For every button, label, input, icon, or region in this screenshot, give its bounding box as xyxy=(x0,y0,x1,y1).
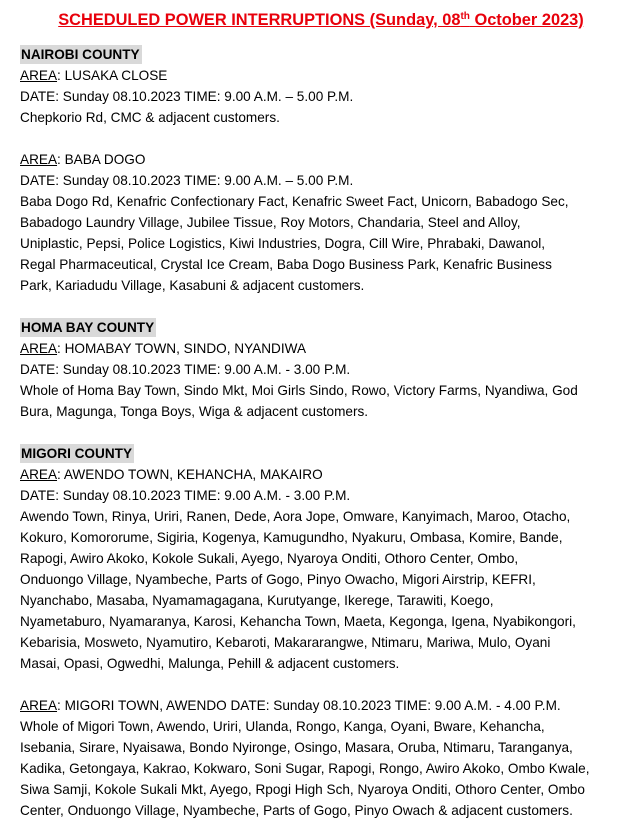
affected-locations-line: Regal Pharmaceutical, Crystal Ice Cream, Baba Dogo Business Park, Kenafric Business xyxy=(20,257,552,272)
area-label: AREA xyxy=(20,341,58,356)
affected-locations-line: Whole of Migori Town, Awendo, Uriri, Ulanda, Rongo, Kanga, Oyani, Bware, Kehancha, xyxy=(20,719,545,734)
area-label: AREA xyxy=(20,152,58,167)
area-line xyxy=(20,65,625,86)
county-heading: MIGORI COUNTY xyxy=(21,446,133,461)
affected-locations-line: Baba Dogo Rd, Kenafric Confectionary Fact, Kenafric Sweet Fact, Unicorn, Babadogo Sec, xyxy=(20,194,569,209)
affected-locations-line: Onduongo Village, Nyambeche, Parts of Gogo, Pinyo Owacho, Migori Airstrip, KEFRI, xyxy=(20,572,536,587)
date-time-line: DATE: Sunday 08.10.2023 TIME: 9.00 A.M. - 3.00 P.M. xyxy=(20,488,351,503)
affected-locations-line: Isebania, Sirare, Nyaisawa, Bondo Nyironge, Osingo, Masara, Oruba, Ntimaru, Taranganya, xyxy=(20,740,573,755)
county-heading-row xyxy=(20,443,625,464)
title-main: SCHEDULED POWER INTERRUPTIONS (Sunday, 08 xyxy=(58,11,461,29)
affected-locations-line: Siwa Samji, Kokole Sukali Mkt, Ayego, Rpogi High Sch, Nyaroya Onditi, Othoro Center, Ombo xyxy=(20,782,585,797)
area-block xyxy=(20,695,625,821)
affected-locations-line: Center, Onduongo Village, Nyambeche, Parts of Gogo, Pinyo Owach & adjacent customers. xyxy=(20,803,573,818)
county-heading-row xyxy=(20,44,625,65)
county-section xyxy=(20,443,625,821)
area-label: AREA xyxy=(20,698,58,713)
title-end: October 2023) xyxy=(469,11,584,29)
affected-locations-line: Chepkorio Rd, CMC & adjacent customers. xyxy=(20,110,280,125)
area-block xyxy=(20,149,625,296)
date-time-line: DATE: Sunday 08.10.2023 TIME: 9.00 A.M. – 5.00 P.M. xyxy=(20,173,354,188)
area-block xyxy=(20,464,625,674)
county-heading: NAIROBI COUNTY xyxy=(21,47,140,62)
affected-locations-line: Park, Kariadudu Village, Kasabuni & adjacent customers. xyxy=(20,278,365,293)
area-name: : LUSAKA CLOSE xyxy=(57,68,168,83)
county-section xyxy=(20,317,625,422)
title-superscript: th xyxy=(460,11,470,22)
county-section xyxy=(20,44,625,296)
area-label: AREA xyxy=(20,467,58,482)
affected-locations-line: Kebarisia, Mosweto, Nyamutiro, Kebaroti, Makararangwe, Ntimaru, Mariwa, Mulo, Oyani xyxy=(20,635,551,650)
affected-locations-line: Nyametaburo, Nyamaranya, Karosi, Kehancha Town, Maeta, Kegonga, Igena, Nyabikongori, xyxy=(20,614,576,629)
date-time-line: DATE: Sunday 08.10.2023 TIME: 9.00 A.M. - 3.00 P.M. xyxy=(20,362,351,377)
spacer xyxy=(20,296,625,317)
document-body xyxy=(20,44,625,821)
date-time-line: DATE: Sunday 08.10.2023 TIME: 9.00 A.M. – 5.00 P.M. xyxy=(20,89,354,104)
affected-locations-line: Awendo Town, Rinya, Uriri, Ranen, Dede, Aora Jope, Omware, Kanyimach, Maroo, Otacho, xyxy=(20,509,571,524)
area-line xyxy=(20,695,625,716)
affected-locations-line: Uniplastic, Pepsi, Police Logistics, Kiwi Industries, Dogra, Cill Wire, Phrabaki, Dawanol, xyxy=(20,236,546,251)
affected-locations-line: Whole of Homa Bay Town, Sindo Mkt, Moi Girls Sindo, Rowo, Victory Farms, Nyandiwa, God xyxy=(20,383,578,398)
spacer xyxy=(20,422,625,443)
affected-locations-line: Kokuro, Komororume, Sigiria, Kogenya, Kamugundho, Nyakuru, Ombasa, Komire, Bande, xyxy=(20,530,563,545)
area-line xyxy=(20,149,625,170)
area-line xyxy=(20,338,625,359)
county-heading-row xyxy=(20,317,625,338)
area-name: : HOMABAY TOWN, SINDO, NYANDIWA xyxy=(57,341,307,356)
area-line xyxy=(20,464,625,485)
area-block xyxy=(20,65,625,128)
affected-locations-line: Nyanchabo, Masaba, Nyamamagagana, Kurutyange, Ikerege, Tarawiti, Koego, xyxy=(20,593,494,608)
area-block xyxy=(20,338,625,422)
county-heading: HOMA BAY COUNTY xyxy=(21,320,155,335)
area-name: : MIGORI TOWN, AWENDO DATE: Sunday 08.10.2023 TIME: 9.00 A.M. - 4.00 P.M. xyxy=(57,698,561,713)
area-label: AREA xyxy=(20,68,58,83)
affected-locations-line: Rapogi, Awiro Akoko, Kokole Sukali, Ayego, Nyaroya Onditi, Othoro Center, Ombo, xyxy=(20,551,519,566)
affected-locations-line: Babadogo Laundry Village, Jubilee Tissue, Roy Motors, Chandaria, Steel and Alloy, xyxy=(20,215,521,230)
area-name: : AWENDO TOWN, KEHANCHA, MAKAIRO xyxy=(57,467,323,482)
affected-locations-line: Masai, Opasi, Ogwedhi, Malunga, Pehill & adjacent customers. xyxy=(20,656,400,671)
area-name: : BABA DOGO xyxy=(57,152,146,167)
page-title xyxy=(0,8,642,32)
affected-locations-line: Bura, Magunga, Tonga Boys, Wiga & adjacent customers. xyxy=(20,404,369,419)
affected-locations-line: Kadika, Getongaya, Kakrao, Kokwaro, Soni Sugar, Rapogi, Rongo, Awiro Akoko, Ombo Kwale, xyxy=(20,761,590,776)
spacer xyxy=(20,128,625,149)
spacer xyxy=(20,674,625,695)
